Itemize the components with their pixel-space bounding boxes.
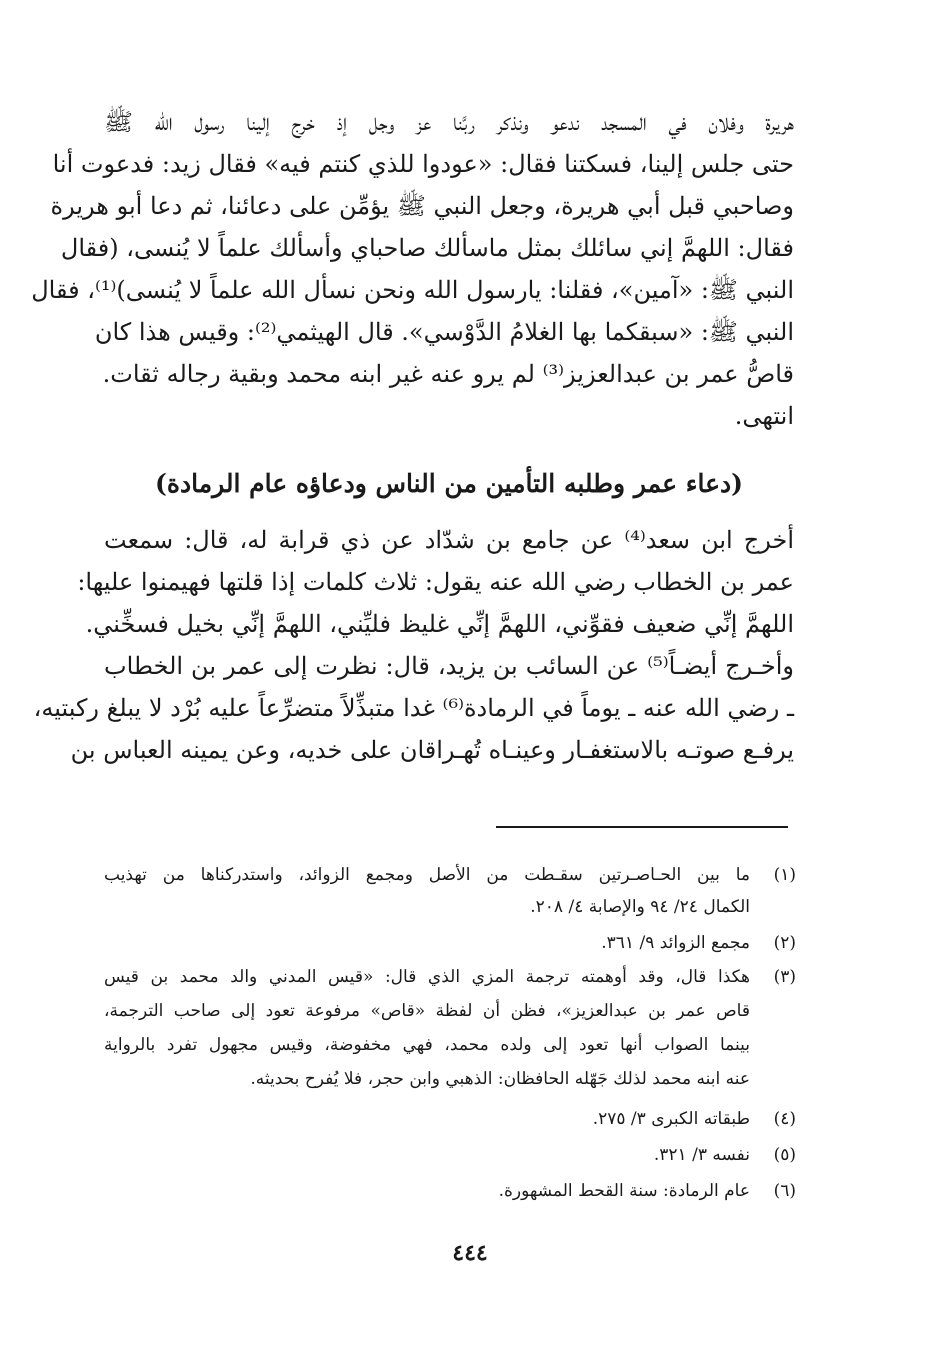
footnote-3-cont — [104, 996, 796, 1026]
body-line: يرفـع صوتـه بالاستغفـار وعينـاه تُهـراقان على خديه، وعن يمينه العباس بن — [70, 736, 794, 764]
body-line: فقال: اللهمَّ إني سائلك بمثل ماسألك صاحباي وأسألك علماً لا يُنسى، (فقال — [60, 234, 794, 262]
footnote-text: الكمال ٢٤/ ٩٤ والإصابة ٤/ ٢٠٨. — [530, 897, 750, 917]
footnote-1-cont — [104, 892, 796, 922]
footnote-1 — [104, 860, 796, 890]
footnote-number: (١) — [773, 865, 796, 885]
body-line: النبي ﷺ: «آمين»، فقلنا: يارسول الله ونحن نسأل الله علماً لا يُنسى)⁽¹⁾، فقال — [31, 276, 794, 304]
footnote-3 — [104, 962, 796, 992]
footnote-text: طبقاته الكبرى ٣/ ٢٧٥. — [592, 1109, 750, 1129]
body-line: أخرج ابن سعد⁽⁴⁾ عن جامع بن شدّاد عن ذي قرابة له، قال: سمعت — [104, 526, 794, 554]
footnote-text: قاص عمر بن عبدالعزيز»، فظن أن لفظة «قاص» مرفوعة تعود إلى صاحب الترجمة، — [104, 1001, 750, 1021]
section-heading: (دعاء عمر وطلبه التأمين من الناس ودعاؤه عام الرمادة) — [155, 469, 743, 498]
footnote-number: (٤) — [773, 1109, 796, 1129]
footnote-number: (٦) — [773, 1181, 796, 1201]
footnote-separator — [496, 826, 788, 828]
body-line: قاصُّ عمر بن عبدالعزيز⁽³⁾ لم يرو عنه غير ابنه محمد وبقية رجاله ثقات. — [102, 360, 794, 388]
body-line: انتهى. — [734, 402, 794, 430]
footnote-2 — [104, 928, 796, 958]
footnote-4 — [104, 1104, 796, 1134]
body-line: هريرة وفلان في المسجد ندعو ونذكر ربَّنا عز وجل إذ خرج إلينا رسول الله ﷺ — [104, 108, 794, 136]
footnote-number: (٥) — [773, 1145, 796, 1165]
footnote-number: (٣) — [773, 967, 796, 987]
footnote-text: ما بين الحـاصـرتين سقـطت من الأصل ومجمع الزوائد، واستدركناها من تهذيب — [104, 865, 750, 885]
body-line: وأخـرج أيضـاً⁽⁵⁾ عن السائب بن يزيد، قال: نظرت إلى عمر بن الخطاب — [104, 652, 794, 680]
body-line: ـ رضي الله عنه ـ يوماً في الرمادة⁽⁶⁾ غدا متبذِّلاً متضرِّعاً عليه بُرْد لا يبلغ ركبتيه، — [33, 694, 794, 722]
footnote-text: عام الرمادة: سنة القحط المشهورة. — [498, 1181, 750, 1201]
footnote-number: (٢) — [773, 933, 796, 953]
body-line: وصاحبي قبل أبي هريرة، وجعل النبي ﷺ يؤمِّن على دعائنا، ثم دعا أبو هريرة — [50, 192, 794, 220]
footnote-text: بينما الصواب أنها تعود إلى ولده محمد، فهي مخفوضة، وقيس مجهول تفرد بالرواية — [104, 1035, 750, 1055]
body-line: عمر بن الخطاب رضي الله عنه يقول: ثلاث كلمات إذا قلتها فهيمنوا عليها: — [77, 568, 794, 596]
footnote-5 — [104, 1140, 796, 1170]
footnote-text: نفسه ٣/ ٣٢١. — [653, 1145, 750, 1165]
body-line: النبي ﷺ: «سبقكما بها الغلامُ الدَّوْسي». قال الهيثمي⁽²⁾: وقيس هذا كان — [94, 318, 794, 346]
footnote-6 — [104, 1176, 796, 1206]
body-line: اللهمَّ إنِّي ضعيف فقوِّني، اللهمَّ إنِّي غليظ فليِّني، اللهمَّ إنِّي بخيل فسخِّني. — [85, 610, 794, 638]
footnote-3-cont — [104, 1064, 796, 1094]
footnote-text: مجمع الزوائد ٩/ ٣٦١. — [601, 933, 750, 953]
body-line: حتى جلس إلينا، فسكتنا فقال: «عودوا للذي كنتم فيه» فقال زيد: فدعوت أنا — [52, 150, 794, 178]
footnote-text: هكذا قال، وقد أوهمته ترجمة المزي الذي قال: «قيس المدني والد محمد بن قيس — [104, 967, 750, 987]
page-number: ٤٤٤ — [452, 1240, 488, 1266]
footnote-3-cont — [104, 1030, 796, 1060]
footnote-text: عنه ابنه محمد لذلك جَهّله الحافظان: الذهبي وابن حجر، فلا يُفرح بحديثه. — [250, 1069, 750, 1089]
